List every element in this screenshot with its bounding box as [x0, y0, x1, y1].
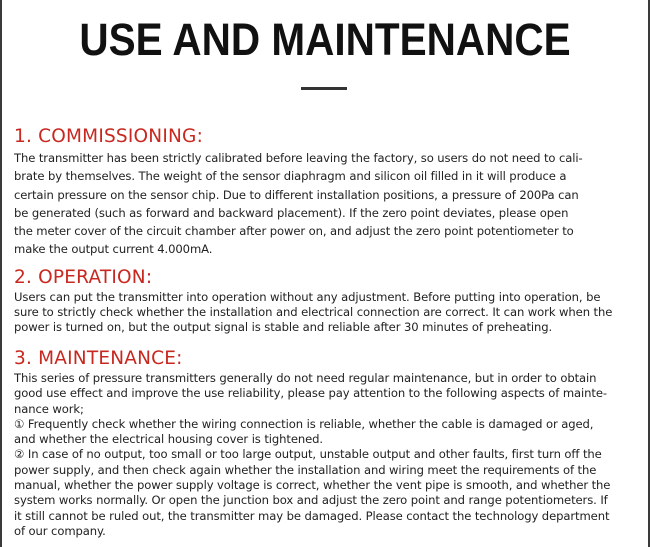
text-line: and whether the electrical housing cover is tightened. [14, 432, 324, 447]
title-divider [301, 87, 347, 90]
text-line: be generated (such as forward and backward placement). If the zero point deviates, please open [14, 205, 569, 220]
section-heading: 2. OPERATION: [14, 267, 153, 288]
text-line: certain pressure on the sensor chip. Due to different installation positions, a pressure of 200Pa can [14, 187, 579, 202]
text-line: system works normally. Or open the junction box and adjust the zero point and range potentiometers. If [14, 493, 608, 508]
text-line: sure to strictly check whether the installation and electrical connection are correct. It can work when the [14, 305, 613, 320]
text-line: power supply, and then check again whether the installation and wiring meet the requirements of the [14, 462, 597, 477]
text-line: the meter cover of the circuit chamber after power on, and adjust the zero point potentiometer to [14, 224, 574, 239]
text-line: it still cannot be ruled out, the transmitter may be damaged. Please contact the technology department [14, 508, 610, 523]
text-line: This series of pressure transmitters generally do not need regular maintenance, but in order to obtain [14, 371, 597, 385]
page-title: USE AND MAINTENANCE [79, 14, 571, 65]
section-heading: 1. COMMISSIONING: [14, 126, 203, 147]
text-line: brate by themselves. The weight of the sensor diaphragm and silicon oil filled in it will produce a [14, 169, 567, 184]
text-line: ② In case of no output, too small or too large output, unstable output and other faults, first turn off the [14, 447, 602, 462]
text-line: The transmitter has been strictly calibrated before leaving the factory, so users do not need to cali- [14, 151, 583, 165]
text-line: make the output current 4.000mA. [14, 242, 213, 257]
section-body [14, 290, 636, 336]
text-line: power is turned on, but the output signal is stable and reliable after 30 minutes of preheating. [14, 320, 553, 335]
section-commissioning [14, 125, 636, 259]
section-heading: 3. MAINTENANCE: [14, 348, 183, 369]
text-line: good use effect and improve the use reliability, please pay attention to the following aspects of mainte- [14, 386, 607, 401]
text-line: Users can put the transmitter into operation without any adjustment. Before putting into operation, be [14, 290, 601, 304]
text-line: manual, whether the power supply voltage is correct, whether the vent pipe is smooth, and whether the [14, 478, 611, 493]
text-line: nance work; [14, 401, 84, 416]
section-maintenance [14, 347, 636, 539]
text-line: of our company. [14, 523, 106, 538]
section-operation [14, 266, 636, 336]
left-border [0, 0, 2, 547]
text-line: ① Frequently check whether the wiring connection is reliable, whether the cable is damaged or aged, [14, 416, 594, 431]
section-body [14, 371, 636, 539]
section-body [14, 149, 636, 259]
